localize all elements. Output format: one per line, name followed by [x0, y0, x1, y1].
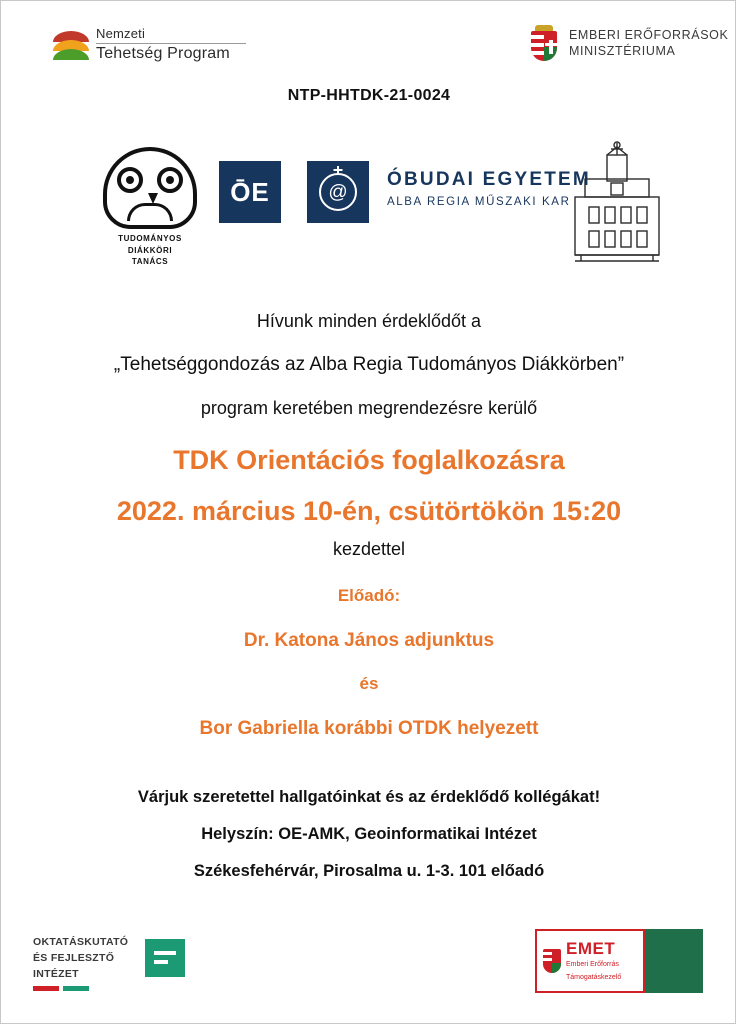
speaker-two: Bor Gabriella korábbi OTDK helyezett [199, 718, 539, 739]
event-title: TDK Orientációs foglalkozásra [173, 445, 565, 475]
ntp-arcs-icon [53, 30, 89, 60]
emet-shield-icon [543, 949, 561, 973]
address-line: Székesfehérvár, Pirosalma u. 1-3. 101 előadó [193, 862, 545, 880]
castle-icon [567, 139, 667, 267]
poster-body [1, 301, 736, 881]
ntp-logo-divider [96, 43, 246, 44]
speaker-one: Dr. Katona János adjunktus [243, 630, 495, 651]
emet-green-block [645, 929, 703, 993]
tdt-caption-line1: TUDOMÁNYOS [118, 234, 182, 243]
conjunction: és [359, 674, 379, 693]
venue-line: Helyszín: OE-AMK, Geoinformatikai Intézet [201, 825, 537, 843]
ntp-logo-line2: Tehetség Program [96, 44, 230, 62]
faculty-name: ALBA REGIA MŰSZAKI KAR [387, 196, 571, 208]
ntp-logo-line1: Nemzeti [96, 26, 146, 41]
tdt-caption-line2: DIÁKKÖRI [127, 245, 173, 255]
emet-sub-line1: Emberi Erőforrás [566, 961, 619, 969]
university-name: ÓBUDAI EGYETEM [387, 169, 591, 190]
ministry-logo [529, 25, 728, 63]
ofi-mark-icon [145, 939, 185, 977]
ofi-logo [27, 933, 187, 995]
owl-icon [103, 147, 197, 229]
project-code: NTP-HHTDK-21-0024 [287, 87, 451, 104]
emet-sub-line2: Támogatáskezelő [566, 973, 622, 981]
welcome-line: Várjuk szeretettel hallgatóinkat és az érdeklődő kollégákat! [137, 788, 601, 806]
program-frame-line: program keretében megrendezésre kerülő [200, 398, 538, 418]
program-quote: „Tehetséggondozás az Alba Regia Tudományos Diákkörben” [113, 354, 625, 375]
tudomanyos-diakkori-tanacs-logo [97, 147, 203, 265]
ofi-bar-green [63, 986, 89, 991]
institution-logo-row [1, 139, 736, 279]
event-date: 2022. március 10-én, csütörtökön 15:20 [116, 496, 622, 526]
hungarian-coat-of-arms-icon [529, 25, 559, 63]
ofi-line1: OKTATÁSKUTATÓ [33, 936, 129, 948]
speaker-label: Előadó: [337, 586, 401, 605]
ministry-logo-line2: MINISZTÉRIUMA [569, 44, 676, 58]
invite-line: Hívunk minden érdeklődőt a [256, 311, 482, 331]
nemzeti-tehetseg-program-logo [53, 27, 246, 62]
tdt-caption-line3: TANÁCS [131, 257, 169, 267]
top-logo-row [1, 19, 736, 79]
at-symbol-icon: @ [307, 161, 369, 223]
start-word: kezdettel [332, 539, 406, 559]
obudai-egyetem-monogram: ŌE [219, 161, 281, 223]
ministry-logo-line1: EMBERI ERŐFORRÁSOK [569, 28, 729, 43]
ofi-line3: INTÉZET [33, 967, 79, 980]
emet-name: EMET [566, 939, 616, 959]
ofi-line2: ÉS FEJLESZTŐ [33, 951, 115, 964]
obudai-egyetem-name [387, 169, 591, 208]
ofi-bar-red [33, 986, 59, 991]
emet-logo [535, 929, 707, 993]
